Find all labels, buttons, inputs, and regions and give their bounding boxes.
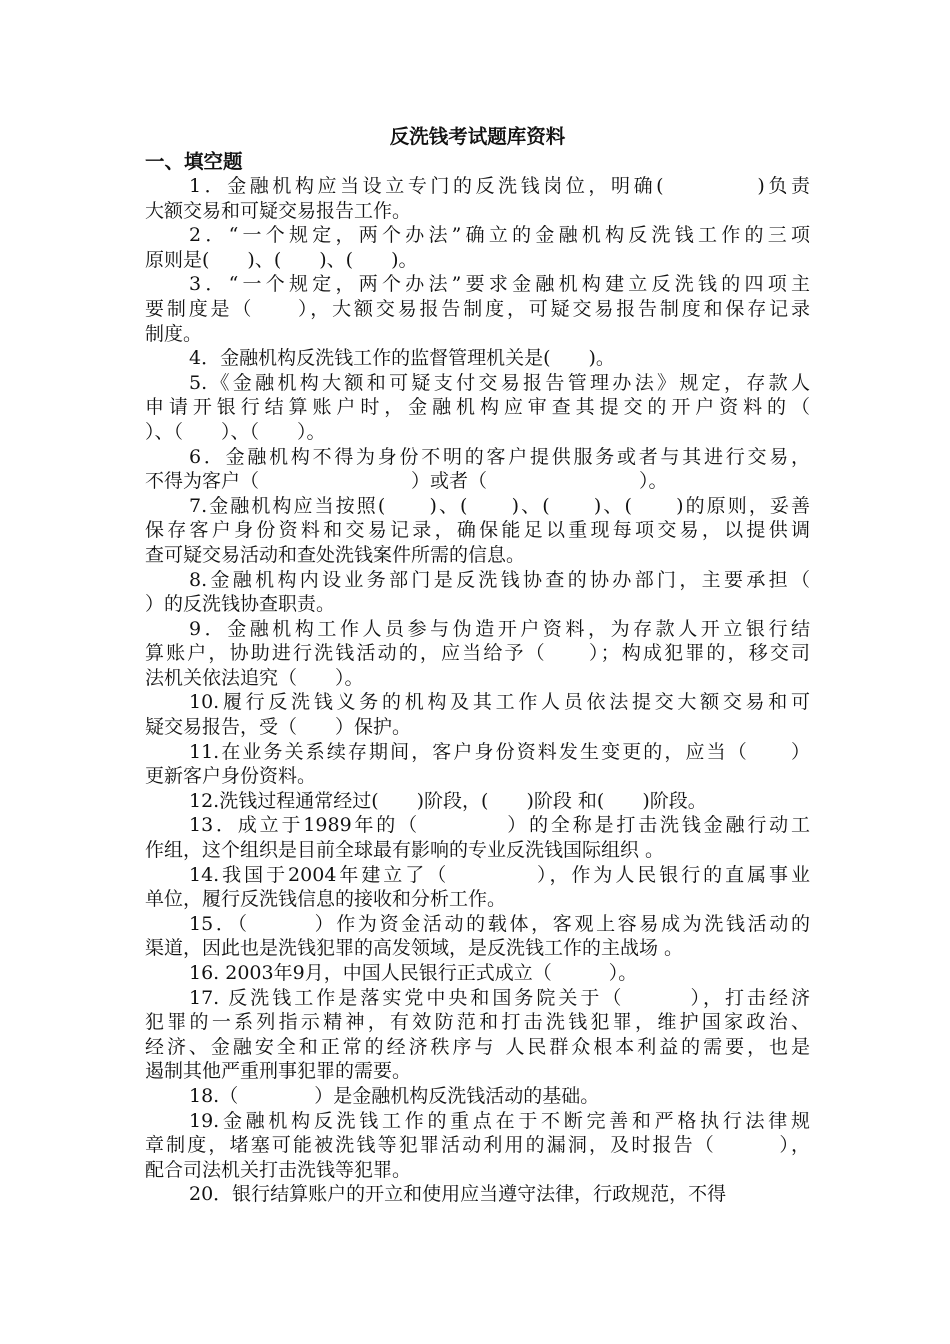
question-first-line: 6．金融机构不得为身份不明的客户提供服务或者与其进行交易，: [189, 445, 810, 468]
question-item: [145, 174, 810, 223]
question-first-line: 13．成立于1989年的（ ）的全称是打击洗钱金融行动工: [189, 814, 810, 837]
question-item: [145, 272, 810, 346]
question-item: [145, 1182, 810, 1207]
question-continuation-line: 大额交易和可疑交易报告工作。: [145, 199, 412, 222]
question-continuation-line: ）、（ ）、（ ）。: [145, 420, 326, 443]
question-continuation-line: 原则是( )、( )、( )。: [145, 248, 418, 271]
document-page: [145, 124, 810, 1207]
question-item: [145, 740, 810, 789]
question-item: [145, 1109, 810, 1183]
question-first-line: 14.我国于2004年建立了（ ），作为人民银行的直属事业: [189, 863, 810, 886]
question-continuation-line: 单位，履行反洗钱信息的接收和分析工作。: [145, 888, 507, 911]
question-item: [145, 617, 810, 691]
question-item: [145, 494, 810, 568]
question-first-line: 4．金融机构反洗钱工作的监督管理机关是( )。: [189, 347, 615, 370]
question-continuation-line: 申请开银行结算账户时，金融机构应审查其提交的开户资料的（: [145, 396, 810, 419]
question-continuation-line: 不得为客户（ ）或者（ ）。: [145, 470, 668, 493]
question-continuation-line: 犯罪的一系列指示精神，有效防范和打击洗钱犯罪，维护国家政治、: [145, 1011, 810, 1034]
question-continuation-line: ）的反洗钱协查职责。: [145, 593, 336, 616]
question-first-line: 10.履行反洗钱义务的机构及其工作人员依法提交大额交易和可: [189, 691, 810, 714]
section-heading: 一、填空题: [145, 150, 243, 173]
question-item: [145, 813, 810, 862]
question-first-line: 1．金融机构应当设立专门的反洗钱岗位，明确( )负责: [189, 175, 810, 197]
question-first-line: 5.《金融机构大额和可疑支付交易报告管理办法》规定，存款人: [189, 371, 810, 394]
question-item: [145, 912, 810, 961]
document-title: 反洗钱考试题库资料: [389, 125, 566, 148]
question-item: [145, 986, 810, 1084]
question-first-line: 9．金融机构工作人员参与伪造开户资料，为存款人开立银行结: [189, 617, 810, 640]
question-first-line: 11.在业务关系续存期间，客户身份资料发生变更的，应当（ ）: [189, 740, 810, 763]
question-first-line: 7.金融机构应当按照( )、( )、( )、( )的原则，妥善: [189, 494, 810, 517]
question-continuation-line: 经济、金融安全和正常的经济秩序与 人民群众根本利益的需要，也是: [145, 1035, 810, 1058]
question-continuation-line: 查可疑交易活动和查处洗钱案件所需的信息。: [145, 543, 526, 566]
question-item: [145, 1084, 810, 1109]
question-continuation-line: 法机关依法追究（ ）。: [145, 666, 364, 689]
question-item: [145, 690, 810, 739]
question-item: [145, 863, 810, 912]
question-item: [145, 346, 810, 371]
question-continuation-line: 配合司法机关打击洗钱等犯罪。: [145, 1158, 412, 1181]
question-continuation-line: 遏制其他严重刑事犯罪的需要。: [145, 1060, 412, 1083]
question-continuation-line: 疑交易报告，受（ ）保护。: [145, 716, 412, 739]
question-continuation-line: 保存客户身份资料和交易记录，确保能足以重现每项交易，以提供调: [145, 519, 810, 542]
question-item: [145, 568, 810, 617]
question-first-line: 3．“一个规定，两个办法”要求金融机构建立反洗钱的四项主: [189, 273, 810, 296]
question-continuation-line: 算账户，协助进行洗钱活动的，应当给予（ ）；构成犯罪的，移交司: [145, 642, 810, 665]
question-first-line: 2．“一个规定，两个办法”确立的金融机构反洗钱工作的三项: [189, 224, 810, 247]
question-continuation-line: 更新客户身份资料。: [145, 765, 317, 788]
question-item: [145, 371, 810, 445]
question-list: [145, 174, 810, 1207]
question-first-line: 16. 2003年9月，中国人民银行正式成立（ ）。: [189, 962, 638, 984]
question-first-line: 17. 反洗钱工作是落实党中央和国务院关于（ ），打击经济: [189, 986, 810, 1009]
question-continuation-line: 章制度，堵塞可能被洗钱等犯罪活动利用的漏洞，及时报告（ ），: [145, 1134, 810, 1157]
question-continuation-line: 作组，这个组织是目前全球最有影响的专业反洗钱国际组织 。: [145, 839, 665, 862]
question-first-line: 15．（ ）作为资金活动的载体，客观上容易成为洗钱活动的: [189, 912, 810, 935]
question-continuation-line: 要制度是（ ），大额交易报告制度，可疑交易报告制度和保存记录: [145, 297, 810, 320]
question-item: [145, 223, 810, 272]
question-first-line: 18.（ ）是金融机构反洗钱活动的基础。: [189, 1084, 600, 1107]
question-item: [145, 789, 810, 814]
question-first-line: 20．银行结算账户的开立和使用应当遵守法律，行政规范，不得: [189, 1183, 727, 1206]
question-first-line: 19.金融机构反洗钱工作的重点在于不断完善和严格执行法律规: [189, 1109, 810, 1132]
question-first-line: 8.金融机构内设业务部门是反洗钱协查的协办部门，主要承担（: [189, 568, 810, 591]
question-continuation-line: 制度。: [145, 322, 203, 345]
question-continuation-line: 渠道，因此也是洗钱犯罪的高发领域，是反洗钱工作的主战场 。: [145, 937, 684, 960]
question-item: [145, 445, 810, 494]
question-item: [145, 961, 810, 986]
question-first-line: 12.洗钱过程通常经过( )阶段，( )阶段 和( )阶段。: [189, 789, 707, 812]
